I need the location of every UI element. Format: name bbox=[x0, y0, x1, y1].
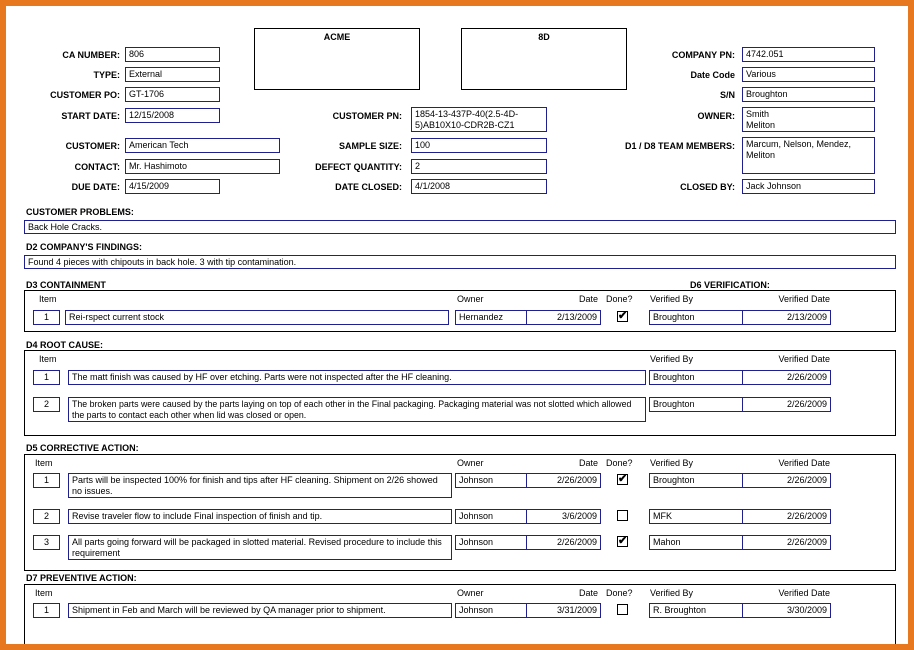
d3-row1-verified-by[interactable]: Broughton bbox=[649, 310, 743, 325]
col-verified-by-header: Verified By bbox=[650, 354, 694, 364]
d7-row1-done-checkbox[interactable] bbox=[617, 604, 628, 615]
customer-problems-field[interactable]: Back Hole Cracks. bbox=[24, 220, 896, 234]
d5-row3-owner[interactable]: Johnson bbox=[455, 535, 527, 550]
d5-row3-done-checkbox[interactable]: ✔ bbox=[618, 535, 628, 547]
sample-size-label: SAMPLE SIZE: bbox=[338, 141, 402, 151]
d7-row1-owner[interactable]: Johnson bbox=[455, 603, 527, 618]
d7-row1-description[interactable]: Shipment in Feb and March will be reviewed by QA manager prior to shipment. bbox=[68, 603, 452, 618]
due-date-label: DUE DATE: bbox=[71, 182, 120, 192]
d3-containment-heading: D3 CONTAINMENT bbox=[26, 280, 106, 290]
col-done-header: Done? bbox=[606, 458, 633, 468]
d4-row2-description[interactable]: The broken parts were caused by the parts laying on top of each other in the Final packaging. Packaging material was not slotted which allowed the parts to contact each other when lid was closed or open. bbox=[68, 397, 646, 422]
start-date-label: START DATE: bbox=[61, 111, 120, 121]
date-closed-field[interactable]: 4/1/2008 bbox=[411, 179, 547, 194]
d3-row1-verified-date[interactable]: 2/13/2009 bbox=[742, 310, 831, 325]
d5-corrective-action-table bbox=[24, 454, 896, 571]
type-label: TYPE: bbox=[93, 70, 120, 80]
d5-row2-item[interactable]: 2 bbox=[33, 509, 60, 524]
customer-field[interactable]: American Tech bbox=[125, 138, 280, 153]
d5-row1-owner[interactable]: Johnson bbox=[455, 473, 527, 488]
customer-pn-field[interactable]: 1854-13-437P-40(2.5-4D-5)AB10X10-CDR2B-CZ1 bbox=[411, 107, 547, 132]
date-closed-label: DATE CLOSED: bbox=[335, 182, 402, 192]
col-verified-by-header: Verified By bbox=[650, 458, 694, 468]
d5-row3-date[interactable]: 2/26/2009 bbox=[526, 535, 601, 550]
col-date-header: Date bbox=[578, 588, 598, 598]
8d-title-box: 8D bbox=[461, 28, 627, 90]
d2-findings-field[interactable]: Found 4 pieces with chipouts in back hole. 3 with tip contamination. bbox=[24, 255, 896, 269]
d5-row2-done-checkbox[interactable] bbox=[617, 510, 628, 521]
d4-row2-verified-date[interactable]: 2/26/2009 bbox=[742, 397, 831, 412]
d7-row1-item[interactable]: 1 bbox=[33, 603, 60, 618]
customer-po-label: CUSTOMER PO: bbox=[50, 90, 120, 100]
owner-label: OWNER: bbox=[697, 111, 735, 121]
d4-root-cause-table bbox=[24, 350, 896, 436]
customer-problems-heading: CUSTOMER PROBLEMS: bbox=[26, 207, 134, 217]
col-item-header: Item bbox=[35, 458, 53, 468]
d3-containment-table bbox=[24, 290, 896, 332]
acme-logo-box: ACME bbox=[254, 28, 420, 90]
d7-row1-verified-by[interactable]: R. Broughton bbox=[649, 603, 743, 618]
company-pn-field[interactable]: 4742.051 bbox=[742, 47, 875, 62]
team-members-label: D1 / D8 TEAM MEMBERS: bbox=[624, 141, 735, 151]
d5-row3-description[interactable]: All parts going forward will be packaged in slotted material. Revised procedure to include this requirement bbox=[68, 535, 452, 560]
col-owner-header: Owner bbox=[457, 458, 484, 468]
closed-by-label: CLOSED BY: bbox=[680, 182, 735, 192]
d4-root-cause-heading: D4 ROOT CAUSE: bbox=[26, 340, 104, 350]
d4-row2-verified-by[interactable]: Broughton bbox=[649, 397, 743, 412]
customer-label: CUSTOMER: bbox=[65, 141, 120, 151]
d5-row2-verified-date[interactable]: 2/26/2009 bbox=[742, 509, 831, 524]
d4-row1-item[interactable]: 1 bbox=[33, 370, 60, 385]
company-pn-label: COMPANY PN: bbox=[671, 50, 735, 60]
type-field[interactable]: External bbox=[125, 67, 220, 82]
d2-findings-heading: D2 COMPANY'S FINDINGS: bbox=[26, 242, 142, 252]
customer-pn-label: CUSTOMER PN: bbox=[332, 111, 402, 121]
d7-row1-verified-date[interactable]: 3/30/2009 bbox=[742, 603, 831, 618]
d5-row2-description[interactable]: Revise traveler flow to include Final inspection of finish and tip. bbox=[68, 509, 452, 524]
ca-number-field[interactable]: 806 bbox=[125, 47, 220, 62]
d5-row2-date[interactable]: 3/6/2009 bbox=[526, 509, 601, 524]
contact-field[interactable]: Mr. Hashimoto bbox=[125, 159, 280, 174]
owner-field[interactable]: Smith Meliton bbox=[742, 107, 875, 132]
d3-row1-date[interactable]: 2/13/2009 bbox=[526, 310, 601, 325]
d4-row1-description[interactable]: The matt finish was caused by HF over etching. Parts were not inspected after the HF cleaning. bbox=[68, 370, 646, 385]
contact-label: CONTACT: bbox=[74, 162, 120, 172]
col-item-header: Item bbox=[39, 294, 57, 304]
d3-row1-description[interactable]: Rei-rspect current stock bbox=[65, 310, 449, 325]
start-date-field[interactable]: 12/15/2008 bbox=[125, 108, 220, 123]
due-date-field[interactable]: 4/15/2009 bbox=[125, 179, 220, 194]
d5-row1-description[interactable]: Parts will be inspected 100% for finish and tips after HF cleaning. Shipment on 2/26 showed no issues. bbox=[68, 473, 452, 498]
d5-corrective-action-heading: D5 CORRECTIVE ACTION: bbox=[26, 443, 139, 453]
col-owner-header: Owner bbox=[457, 588, 484, 598]
col-date-header: Date bbox=[578, 294, 598, 304]
d5-row3-verified-date[interactable]: 2/26/2009 bbox=[742, 535, 831, 550]
d4-row1-verified-date[interactable]: 2/26/2009 bbox=[742, 370, 831, 385]
sample-size-field[interactable]: 100 bbox=[411, 138, 547, 153]
d5-row3-item[interactable]: 3 bbox=[33, 535, 60, 550]
d5-row1-verified-date[interactable]: 2/26/2009 bbox=[742, 473, 831, 488]
col-verified-by-header: Verified By bbox=[650, 294, 694, 304]
col-verified-date-header: Verified Date bbox=[778, 588, 830, 598]
col-done-header: Done? bbox=[606, 294, 633, 304]
defect-quantity-label: DEFECT QUANTITY: bbox=[315, 162, 402, 172]
col-verified-date-header: Verified Date bbox=[778, 294, 830, 304]
sn-field[interactable]: Broughton bbox=[742, 87, 875, 102]
d5-row1-verified-by[interactable]: Broughton bbox=[649, 473, 743, 488]
d5-row1-item[interactable]: 1 bbox=[33, 473, 60, 488]
d5-row2-verified-by[interactable]: MFK bbox=[649, 509, 743, 524]
ca-number-label: CA NUMBER: bbox=[62, 50, 120, 60]
date-code-label: Date Code bbox=[690, 70, 735, 80]
d6-verification-heading: D6 VERIFICATION: bbox=[690, 280, 770, 290]
d5-row2-owner[interactable]: Johnson bbox=[455, 509, 527, 524]
report-sheet bbox=[6, 6, 908, 644]
col-verified-by-header: Verified By bbox=[650, 588, 694, 598]
d5-row1-done-checkbox[interactable]: ✔ bbox=[618, 473, 628, 485]
col-verified-date-header: Verified Date bbox=[778, 354, 830, 364]
defect-quantity-field[interactable]: 2 bbox=[411, 159, 547, 174]
d3-row1-owner[interactable]: Hernandez bbox=[455, 310, 527, 325]
d7-row1-date[interactable]: 3/31/2009 bbox=[526, 603, 601, 618]
d3-row1-item[interactable]: 1 bbox=[33, 310, 60, 325]
d3-row1-done-checkbox[interactable]: ✔ bbox=[618, 310, 628, 322]
sn-label: S/N bbox=[719, 90, 735, 100]
d4-row1-verified-by[interactable]: Broughton bbox=[649, 370, 743, 385]
col-verified-date-header: Verified Date bbox=[778, 458, 830, 468]
date-code-field[interactable]: Various bbox=[742, 67, 875, 82]
customer-po-field[interactable]: GT-1706 bbox=[125, 87, 220, 102]
col-item-header: Item bbox=[35, 588, 53, 598]
d7-preventive-action-table bbox=[24, 584, 896, 644]
d5-row1-date[interactable]: 2/26/2009 bbox=[526, 473, 601, 488]
col-date-header: Date bbox=[578, 458, 598, 468]
col-owner-header: Owner bbox=[457, 294, 484, 304]
col-item-header: Item bbox=[39, 354, 57, 364]
d5-row3-verified-by[interactable]: Mahon bbox=[649, 535, 743, 550]
col-done-header: Done? bbox=[606, 588, 633, 598]
team-members-field[interactable]: Marcum, Nelson, Mendez, Meliton bbox=[742, 137, 875, 174]
closed-by-field[interactable]: Jack Johnson bbox=[742, 179, 875, 194]
d7-preventive-action-heading: D7 PREVENTIVE ACTION: bbox=[26, 573, 137, 583]
d4-row2-item[interactable]: 2 bbox=[33, 397, 60, 412]
